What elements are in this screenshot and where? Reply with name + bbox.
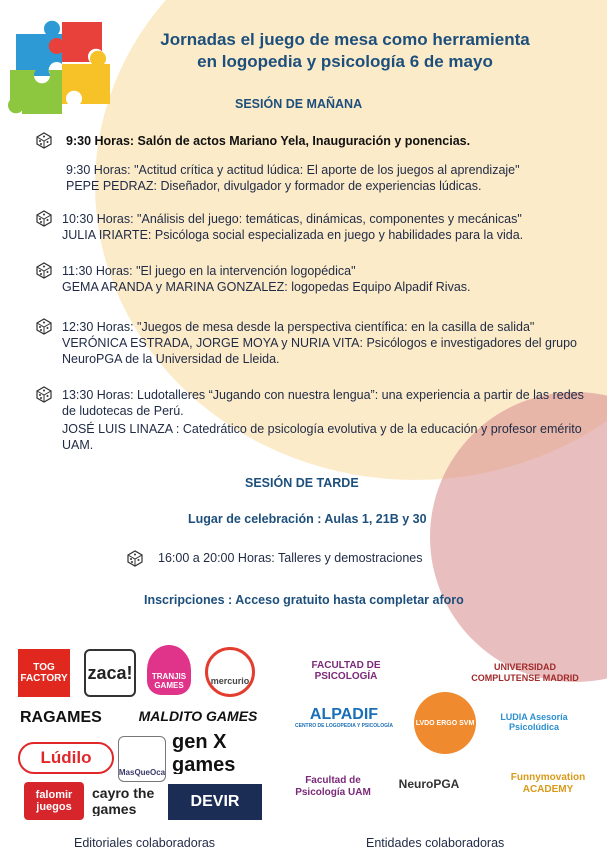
dice-icon bbox=[34, 130, 54, 150]
morning-item-5-speaker: VERÓNICA ESTRADA, JORGE MOYA y NURIA VITA: Psicólogos e investigadores del grupo bbox=[62, 336, 578, 350]
logo-maldito-games: MALDITO GAMES bbox=[138, 708, 258, 724]
alpadif-name: ALPADIF bbox=[309, 705, 379, 723]
logo-facultad-psicologia-uam: Facultad de Psicología UAM bbox=[295, 775, 371, 798]
afternoon-schedule: 16:00 a 20:00 Horas: Talleres y demostraciones bbox=[158, 551, 423, 565]
morning-item-5-title: 12:30 Horas: "Juegos de mesa desde la perspectiva científica: en la casilla de salida" bbox=[62, 320, 535, 334]
footer-publishers: Editoriales colaboradoras bbox=[74, 836, 216, 850]
logo-tranjis-games: TRANJIS GAMES bbox=[147, 645, 191, 695]
morning-item-4-title: 11:30 Horas: "El juego en la intervención logopédica" bbox=[62, 264, 356, 278]
logo-tog-factory: TOG FACTORY bbox=[18, 649, 70, 697]
morning-heading: SESIÓN DE MAÑANA bbox=[235, 97, 363, 111]
puzzle-logo-icon bbox=[8, 14, 114, 122]
logo-cayro: cayro the games bbox=[92, 786, 155, 816]
morning-item-5-affiliation: NeuroPGA de la Universidad de Lleida. bbox=[62, 352, 280, 366]
morning-item-3-title: 10:30 Horas: "Análisis del juego: temáticas, dinámicas, componentes y mecánicas" bbox=[62, 212, 522, 226]
morning-item-6-title-cont: de ludotecas de Perú. bbox=[62, 404, 184, 418]
logo-neuropga: NeuroPGA bbox=[398, 777, 460, 791]
dice-icon bbox=[34, 384, 54, 404]
logo-alpadif bbox=[292, 703, 396, 733]
dice-icon bbox=[34, 260, 54, 280]
logo-mercurio: mercurio bbox=[205, 647, 255, 697]
morning-item-4-speaker: GEMA ARANDA y MARINA GONZALEZ: logopedas Equipo Alpadif Rivas. bbox=[62, 280, 471, 294]
logo-funnymovation: Funnymovation ACADEMY bbox=[510, 772, 586, 795]
logo-ludia: LUDIA Asesoría Psicolúdica bbox=[500, 712, 568, 732]
registration: Inscripciones : Acceso gratuito hasta completar aforo bbox=[144, 593, 464, 607]
morning-item-6-speaker-cont: UAM. bbox=[62, 438, 94, 452]
logo-ludo-ergo-sum: LVDO ERGO SVM bbox=[414, 692, 476, 754]
morning-item-6-title: 13:30 Horas: Ludotalleres “Jugando con nuestra lengua”: una experiencia a partir de las redes bbox=[62, 388, 584, 402]
logo-ragames: RAGAMES bbox=[20, 709, 102, 726]
morning-item-6-speaker: JOSÉ LUIS LINAZA : Catedrático de psicología evolutiva y de la educación y profesor emérito bbox=[62, 422, 582, 436]
logo-complutense: UNIVERSIDAD COMPLUTENSE MADRID bbox=[471, 662, 579, 683]
dice-icon bbox=[125, 548, 145, 568]
dice-icon bbox=[34, 316, 54, 336]
logo-facultad-psicologia: FACULTAD DE PSICOLOGÍA bbox=[292, 654, 400, 688]
logo-devir: DEVIR bbox=[168, 784, 262, 820]
logo-falomir-juegos: falomir juegos bbox=[24, 782, 84, 820]
footer-entities: Entidades colaboradoras bbox=[366, 836, 505, 850]
morning-item-1: 9:30 Horas: Salón de actos Mariano Yela, Inauguración y ponencias. bbox=[66, 134, 471, 148]
logo-ludilo: Lúdilo bbox=[18, 742, 114, 774]
afternoon-heading: SESIÓN DE TARDE bbox=[245, 476, 359, 490]
logo-zaca: zaca! bbox=[84, 649, 136, 697]
logo-masqueoca: MasQueOca bbox=[118, 736, 166, 782]
dice-icon bbox=[34, 208, 54, 228]
logo-gen-x-games: gen X games bbox=[172, 734, 236, 774]
morning-item-2-speaker: PEPE PEDRAZ: Diseñador, divulgador y formador de experiencias lúdicas. bbox=[66, 179, 482, 193]
morning-item-3-speaker: JULIA IRIARTE: Psicóloga social especializada en juego y habilidades para la vida. bbox=[62, 228, 524, 242]
venue: Lugar de celebración : Aulas 1, 21B y 30 bbox=[188, 512, 427, 526]
alpadif-subtitle: CENTRO DE LOGOPEDIA Y PSICOLOGÍA bbox=[295, 722, 393, 729]
page-title: Jornadas el juego de mesa como herramienta en logopedia y psicología 6 de mayo bbox=[160, 30, 530, 71]
morning-item-2-title: 9:30 Horas: "Actitud crítica y actitud lúdica: El aporte de los juegos al aprendizaje" bbox=[66, 163, 520, 177]
